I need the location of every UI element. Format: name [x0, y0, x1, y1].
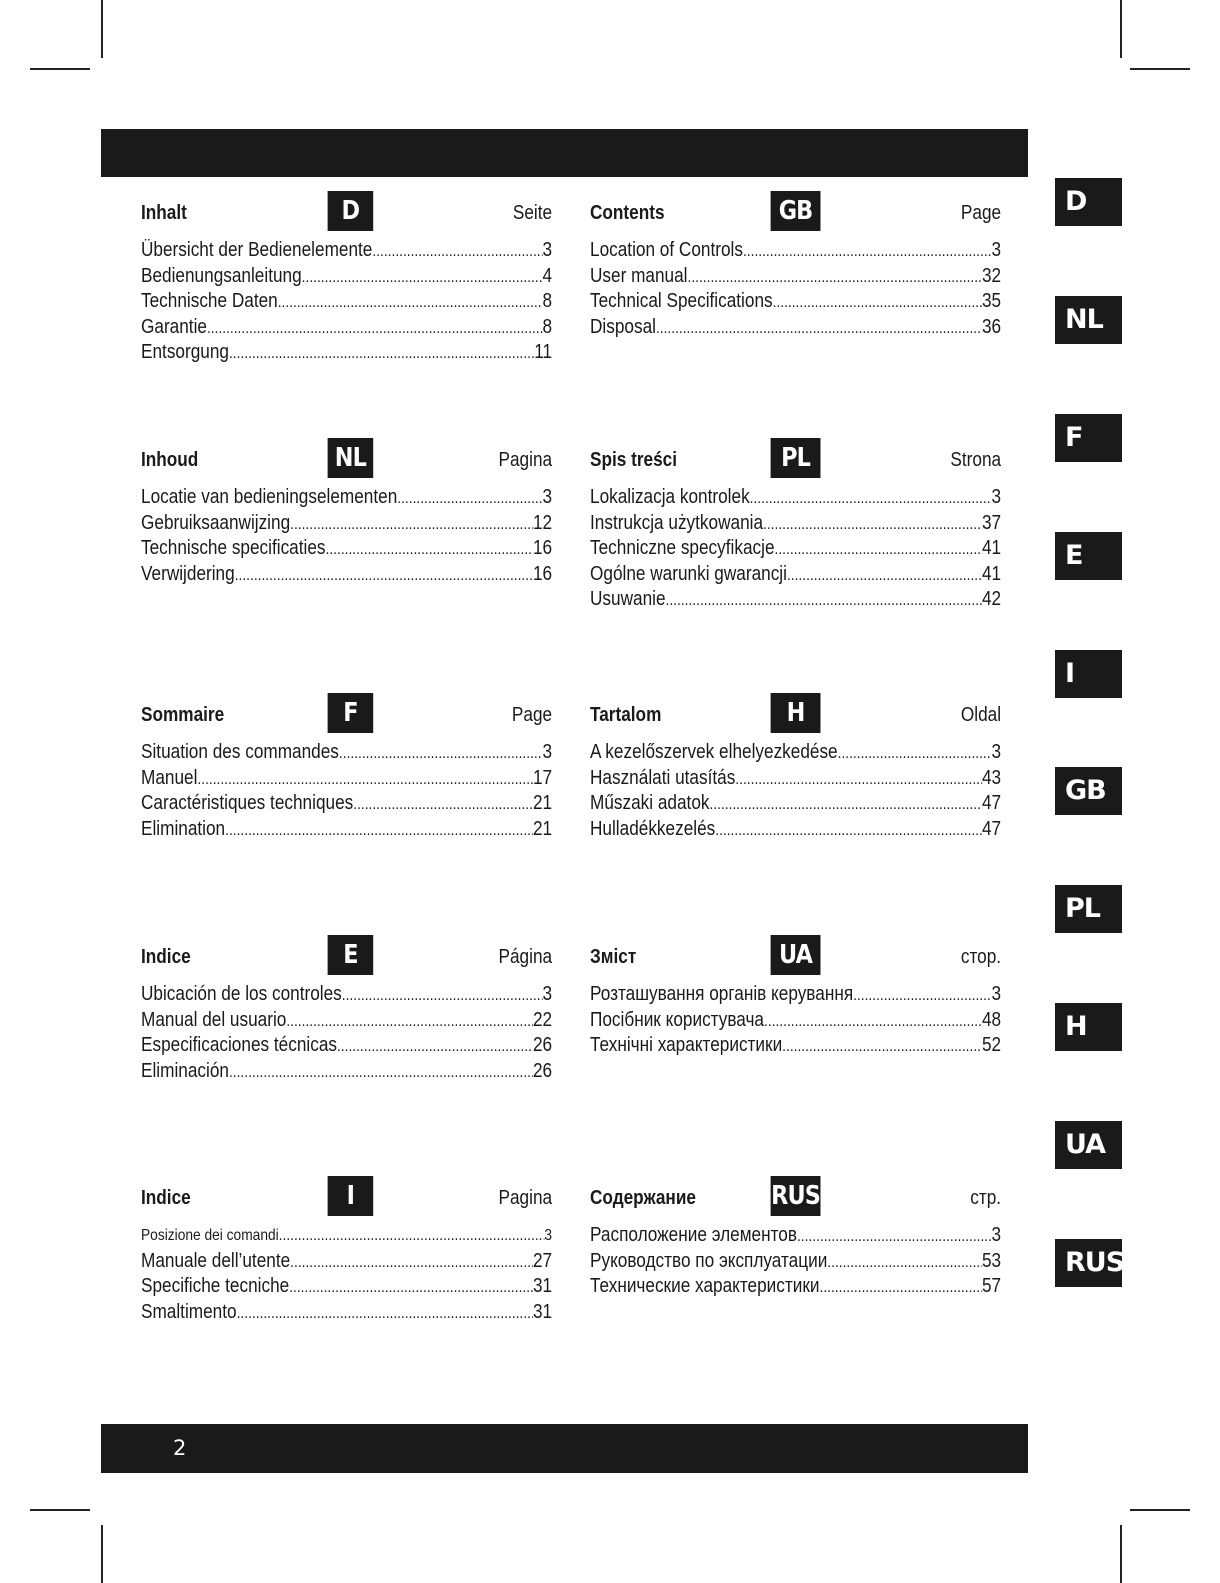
toc-title: Inhoud	[141, 449, 199, 471]
toc-header	[141, 698, 553, 728]
toc-header	[141, 196, 553, 226]
toc-gb	[590, 196, 1002, 340]
toc-entry[interactable]: Elimination ..... 21	[141, 817, 552, 843]
toc-header	[590, 196, 1002, 226]
page-number: 2	[173, 1436, 187, 1460]
language-badge: UA	[771, 935, 821, 975]
toc-page-label: Page	[511, 704, 553, 726]
toc-page-label: Seite	[512, 202, 553, 224]
toc-ru	[590, 1181, 1002, 1300]
toc-entry[interactable]: Posizione dei comandi ..... 3	[141, 1223, 552, 1249]
toc-entry[interactable]: Situation des commandes ..... 3	[141, 740, 552, 766]
toc-list	[141, 238, 552, 366]
language-badge: RUS	[771, 1176, 821, 1216]
toc-list	[141, 740, 552, 842]
toc-entry[interactable]: Ubicación de los controles ..... 3	[141, 982, 552, 1008]
toc-entry[interactable]: Technische Daten ..... 8	[141, 289, 552, 315]
toc-header	[590, 940, 1002, 970]
language-badge: PL	[771, 438, 821, 478]
toc-entry[interactable]: Manuale dell’utente ..... 27	[141, 1249, 552, 1275]
toc-entry[interactable]: Specifiche tecniche ..... 31	[141, 1274, 552, 1300]
toc-title: Tartalom	[590, 704, 662, 726]
toc-entry[interactable]: Lokalizacja kontrolek ..... 3	[590, 485, 1001, 511]
toc-it	[141, 1181, 553, 1325]
toc-entry[interactable]: Gebruiksaanwijzing ..... 12	[141, 511, 552, 537]
toc-title: Inhalt	[141, 202, 187, 224]
crop-mark	[30, 1509, 90, 1511]
toc-pl	[590, 443, 1002, 613]
toc-list	[590, 982, 1001, 1059]
toc-entry[interactable]: Ogólne warunki gwarancji ..... 41	[590, 562, 1001, 588]
toc-entry[interactable]: Használati utasítás ..... 43	[590, 766, 1001, 792]
toc-entry[interactable]: Technical Specifications ..... 35	[590, 289, 1001, 315]
side-tab-nl[interactable]: NL	[1055, 296, 1122, 344]
toc-header	[590, 443, 1002, 473]
toc-entry[interactable]: Entsorgung ..... 11	[141, 340, 552, 366]
toc-entry[interactable]: Manual del usuario ..... 22	[141, 1008, 552, 1034]
toc-entry[interactable]: Techniczne specyfikacje ..... 41	[590, 536, 1001, 562]
side-tab-i[interactable]: I	[1055, 650, 1122, 698]
toc-hu	[590, 698, 1002, 842]
language-badge: E	[328, 935, 374, 975]
toc-entry[interactable]: Műszaki adatok ..... 47	[590, 791, 1001, 817]
toc-header	[141, 940, 553, 970]
toc-page-label: стор.	[960, 946, 1002, 968]
toc-list	[141, 982, 552, 1084]
toc-title: Indice	[141, 946, 191, 968]
toc-fr	[141, 698, 553, 842]
toc-title: Contents	[590, 202, 665, 224]
toc-page-label: Oldal	[960, 704, 1002, 726]
toc-entry[interactable]: Caractéristiques techniques ..... 21	[141, 791, 552, 817]
toc-entry[interactable]: Smaltimento ..... 31	[141, 1300, 552, 1326]
crop-mark	[101, 0, 103, 58]
toc-entry[interactable]: Manuel ..... 17	[141, 766, 552, 792]
toc-entry[interactable]: Технічні характеристики ..... 52	[590, 1033, 1001, 1059]
toc-page-label: стр.	[970, 1187, 1002, 1209]
toc-title: Spis treści	[590, 449, 678, 471]
toc-entry[interactable]: Розташування органів керування ..... 3	[590, 982, 1001, 1008]
language-badge: F	[328, 693, 374, 733]
toc-entry[interactable]: Посібник користувача ..... 48	[590, 1008, 1001, 1034]
crop-mark	[1130, 1509, 1190, 1511]
toc-list	[590, 485, 1001, 613]
toc-title: Indice	[141, 1187, 191, 1209]
header-bar	[101, 129, 1028, 177]
toc-header	[590, 1181, 1002, 1211]
toc-list	[141, 485, 552, 587]
toc-entry[interactable]: Technische specificaties ..... 16	[141, 536, 552, 562]
toc-page-label: Pagina	[498, 1187, 553, 1209]
toc-list	[141, 1223, 552, 1325]
side-tab-h[interactable]: H	[1055, 1003, 1122, 1051]
crop-mark	[30, 68, 90, 70]
crop-mark	[101, 1525, 103, 1583]
toc-page-label: Page	[960, 202, 1002, 224]
side-tab-d[interactable]: D	[1055, 178, 1122, 226]
side-tab-pl[interactable]: PL	[1055, 885, 1122, 933]
toc-entry[interactable]: Руководство по эксплуатации ..... 53	[590, 1249, 1001, 1275]
toc-entry[interactable]: Garantie ..... 8	[141, 315, 552, 341]
toc-list	[590, 1223, 1001, 1300]
toc-page-label: Página	[498, 946, 553, 968]
toc-entry[interactable]: A kezelőszervek elhelyezkedése ..... 3	[590, 740, 1001, 766]
toc-entry[interactable]: Hulladékkezelés ..... 47	[590, 817, 1001, 843]
toc-page-label: Pagina	[498, 449, 553, 471]
toc-title: Sommaire	[141, 704, 225, 726]
toc-entry[interactable]: Instrukcja użytkowania ..... 37	[590, 511, 1001, 537]
toc-page-label: Strona	[950, 449, 1002, 471]
toc-nl	[141, 443, 553, 587]
language-badge: NL	[328, 438, 374, 478]
toc-de	[141, 196, 553, 366]
crop-mark	[1120, 1525, 1122, 1583]
side-tab-gb[interactable]: GB	[1055, 767, 1122, 815]
toc-list	[590, 740, 1001, 842]
language-badge: D	[328, 191, 374, 231]
toc-entry[interactable]: Bedienungsanleitung ..... 4	[141, 264, 552, 290]
language-badge: H	[771, 693, 821, 733]
side-tab-ua[interactable]: UA	[1055, 1121, 1122, 1169]
toc-es	[141, 940, 553, 1084]
footer-bar	[101, 1424, 1028, 1473]
toc-entry[interactable]: Übersicht der Bedienelemente ..... 3	[141, 238, 552, 264]
toc-header	[590, 698, 1002, 728]
toc-header	[141, 1181, 553, 1211]
toc-entry[interactable]: Eliminación ..... 26	[141, 1059, 552, 1085]
side-tab-e[interactable]: E	[1055, 532, 1122, 580]
side-tab-rus[interactable]: RUS	[1055, 1239, 1122, 1287]
toc-ua	[590, 940, 1002, 1059]
crop-mark	[1120, 0, 1122, 58]
side-tab-f[interactable]: F	[1055, 414, 1122, 462]
crop-mark	[1130, 68, 1190, 70]
toc-entry[interactable]: Usuwanie ..... 42	[590, 587, 1001, 613]
toc-title: Содержание	[590, 1187, 696, 1209]
toc-entry[interactable]: Location of Controls ..... 3	[590, 238, 1001, 264]
toc-entry[interactable]: Disposal ..... 36	[590, 315, 1001, 341]
language-badge: GB	[771, 191, 821, 231]
toc-entry[interactable]: Расположение элементов ..... 3	[590, 1223, 1001, 1249]
toc-entry[interactable]: Verwijdering ..... 16	[141, 562, 552, 588]
toc-header	[141, 443, 553, 473]
toc-entry[interactable]: User manual ..... 32	[590, 264, 1001, 290]
toc-entry[interactable]: Locatie van bedieningselementen ..... 3	[141, 485, 552, 511]
toc-list	[590, 238, 1001, 340]
language-badge: I	[328, 1176, 374, 1216]
toc-entry[interactable]: Технические характеристики ..... 57	[590, 1274, 1001, 1300]
toc-title: Зміст	[590, 946, 637, 968]
toc-entry[interactable]: Especificaciones técnicas ..... 26	[141, 1033, 552, 1059]
